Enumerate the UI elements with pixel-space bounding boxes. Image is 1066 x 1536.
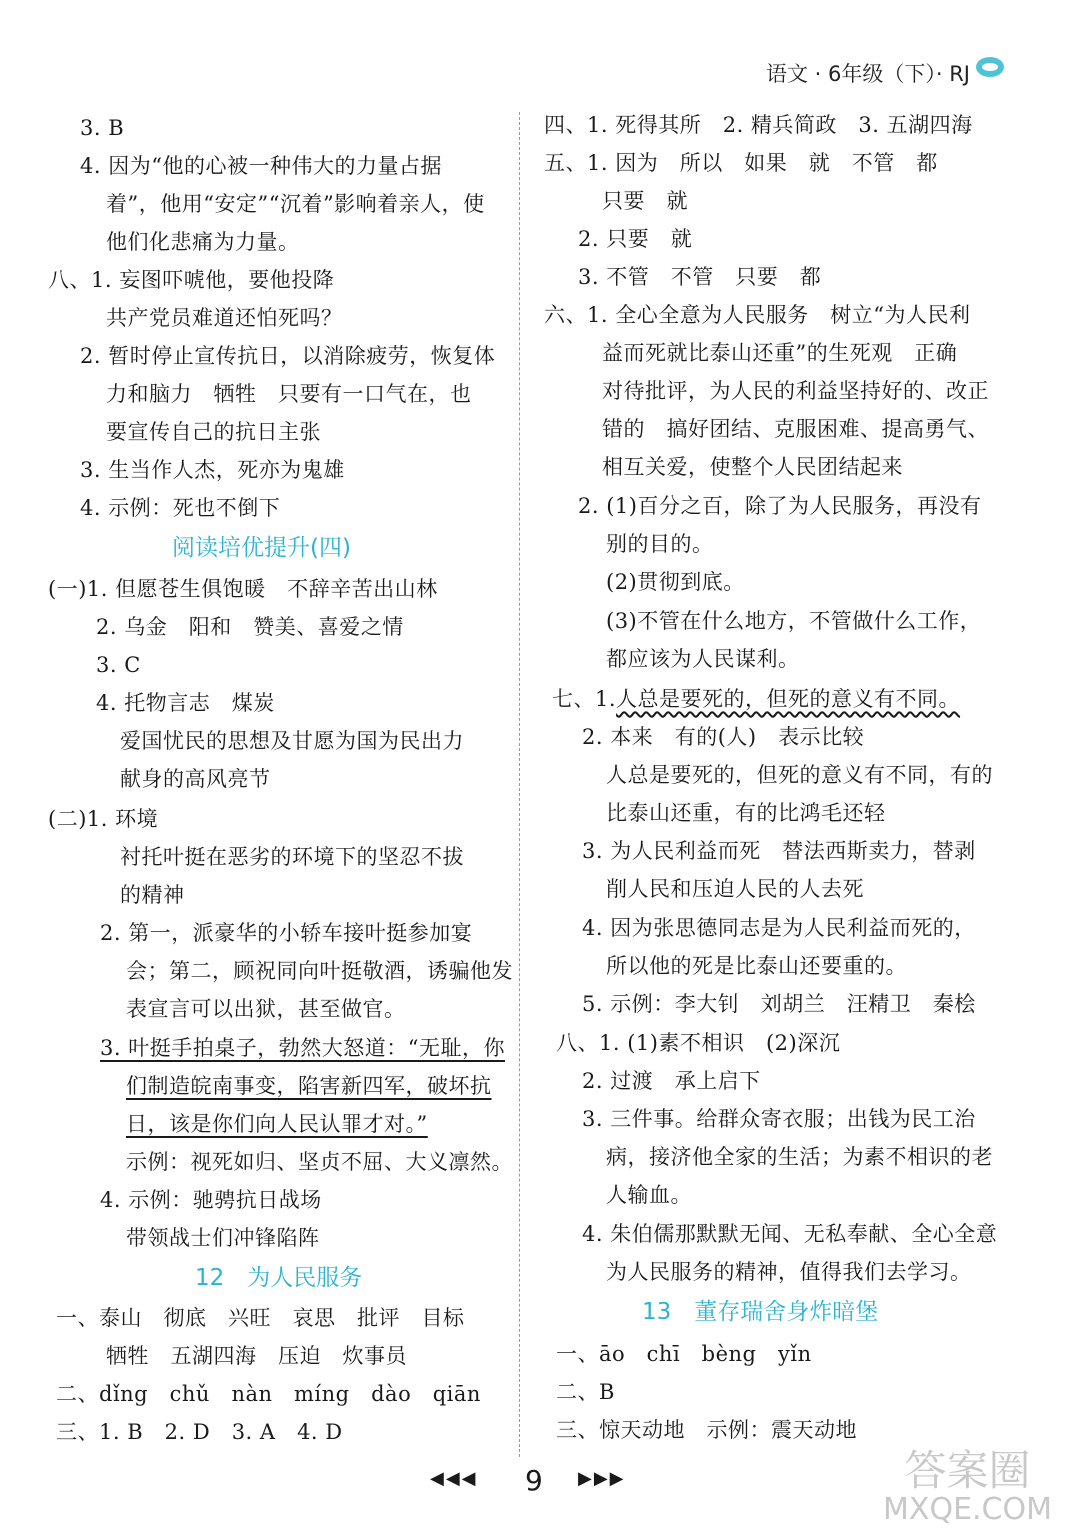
answer-line: 二、B (556, 1380, 615, 1404)
section-title: 13 董存瑞舍身炸暗堡 (642, 1299, 879, 1325)
answer-line: (3)不管在什么地方，不管做什么工作， (606, 609, 982, 633)
answer-line: 所以他的死是比泰山还要重的。 (606, 954, 907, 978)
answer-line: 4. 朱伯儒那默默无闻、无私奉献、全心全意 (582, 1222, 998, 1246)
answer-line: 2. 过渡 承上启下 (582, 1069, 761, 1093)
answer-line: 4. 示例：死也不倒下 (80, 496, 281, 520)
section-title: 12 为人民服务 (195, 1265, 363, 1291)
answer-line: 三、惊天动地 示例：震天动地 (556, 1418, 857, 1442)
answer-line: 衬托叶挺在恶劣的环境下的坚忍不拔 (120, 845, 464, 869)
answer-line: 3. 生当作人杰，死亦为鬼雄 (80, 458, 345, 482)
answer-line: 益而死就比泰山还重”的生死观 正确 (602, 341, 958, 365)
answer-line: 3. B (80, 116, 125, 140)
answer-line: 2. 乌金 阳和 赞美、喜爱之情 (96, 615, 404, 639)
answer-line (552, 684, 960, 714)
answer-line: 一、泰山 彻底 兴旺 哀思 批评 目标 (56, 1306, 465, 1330)
answer-line: 都应该为人民谋利。 (606, 647, 800, 671)
question-number: 七、1. (552, 687, 617, 711)
answer-line: 削人民和压迫人民的人去死 (606, 877, 864, 901)
answer-line: 的精神 (120, 883, 185, 907)
answer-line: 五、1. 因为 所以 如果 就 不管 都 (544, 151, 938, 175)
answer-line: 3. 叶挺手拍桌子，勃然大怒道：“无耻，你 (100, 1036, 505, 1060)
answer-line: 2. 第一，派豪华的小轿车接叶挺参加宴 (100, 921, 473, 945)
watermark-logo (883, 1448, 1052, 1526)
next-page-arrows-icon[interactable]: ▶▶▶ (578, 1468, 626, 1489)
answer-line: 3. 三件事。给群众寄衣服；出钱为民工治 (582, 1107, 976, 1131)
answer-line: 5. 示例：李大钊 刘胡兰 汪精卫 秦桧 (582, 992, 976, 1016)
answer-line: (2)贯彻到底。 (606, 570, 745, 594)
answer-line: 只要 就 (602, 189, 688, 213)
page-number: 9 (525, 1464, 543, 1497)
answer-line: 八、1. 妄图吓唬他，要他投降 (48, 268, 335, 292)
answer-line: 爱国忧民的思想及甘愿为国为民出力 (120, 729, 464, 753)
answer-line: 要宣传自己的抗日主张 (106, 420, 321, 444)
answer-line: (二)1. 环境 (48, 807, 159, 831)
watermark-text: 答案圈 (904, 1446, 1031, 1495)
answer-line: 3. 不管 不管 只要 都 (578, 265, 822, 289)
answer-line: 六、1. 全心全意为人民服务 树立“为人民利 (544, 303, 971, 327)
answer-line: 力和脑力 牺牲 只要有一口气在，也 (106, 382, 472, 406)
answer-line: 2. (1)百分之百，除了为人民服务，再没有 (578, 494, 982, 518)
answer-line: 病，接济他全家的生活；为素不相识的老 (606, 1145, 993, 1169)
answer-line: 4. 托物言志 煤炭 (96, 691, 275, 715)
column-divider (519, 112, 520, 1457)
answer-line: 二、dǐng chǔ nàn míng dào qiān (56, 1382, 481, 1406)
answer-line: 相互关爱，使整个人民团结起来 (602, 455, 903, 479)
answer-line: 三、1. B 2. D 3. A 4. D (56, 1420, 343, 1444)
answer-line: 一、āo chī bèng yǐn (556, 1342, 812, 1366)
header-subject: 语文 · 6年级（下）· RJ (765, 62, 970, 86)
answer-line: 着”，他用“安定”“沉着”影响着亲人，使 (106, 192, 485, 216)
answer-line: 4. 示例：驰骋抗日战场 (100, 1188, 322, 1212)
header-badge-icon (976, 57, 1004, 77)
answer-line: 2. 只要 就 (578, 227, 693, 251)
answer-line: 2. 本来 有的(人) 表示比较 (582, 725, 865, 749)
watermark-url: MXQE.COM (883, 1492, 1052, 1527)
answer-line: 对待批评，为人民的利益坚持好的、改正 (602, 379, 989, 403)
prev-page-arrows-icon[interactable]: ◀◀◀ (430, 1468, 478, 1489)
answer-line: 带领战士们冲锋陷阵 (126, 1226, 320, 1250)
answer-line: 会；第二，顾祝同向叶挺敬酒，诱骗他发 (126, 959, 513, 983)
answer-line: 他们化悲痛为力量。 (106, 230, 300, 254)
answer-line: 错的 搞好团结、克服困难、提高勇气、 (602, 417, 989, 441)
section-title: 阅读培优提升(四) (172, 535, 351, 561)
answer-line: 3. 为人民利益而死 替法西斯卖力，替剥 (582, 839, 976, 863)
highlighted-answer: 人总是要死的，但死的意义有不同。 (616, 687, 961, 711)
answer-line: 为人民服务的精神，值得我们去学习。 (606, 1260, 972, 1284)
answer-line: 八、1. (1)素不相识 (2)深沉 (556, 1031, 841, 1055)
answer-line: 示例：视死如归、坚贞不屈、大义凛然。 (126, 1150, 513, 1174)
answer-line: 表宣言可以出狱，甚至做官。 (126, 997, 406, 1021)
answer-line: (一)1. 但愿苍生俱饱暖 不辞辛苦出山林 (48, 577, 438, 601)
answer-line: 别的目的。 (606, 532, 714, 556)
answer-line: 人总是要死的，但死的意义有不同，有的 (606, 763, 993, 787)
answer-line: 们制造皖南事变，陷害新四军，破坏抗 (126, 1074, 492, 1098)
answer-line: 人输血。 (606, 1183, 692, 1207)
answer-line: 牺牲 五湖四海 压迫 炊事员 (106, 1344, 407, 1368)
answer-line: 3. C (96, 653, 141, 677)
answer-line: 比泰山还重，有的比鸿毛还轻 (606, 801, 886, 825)
answer-line: 四、1. 死得其所 2. 精兵简政 3. 五湖四海 (544, 113, 973, 137)
answer-line: 日，该是你们向人民认罪才对。” (126, 1112, 428, 1136)
answer-line: 献身的高风亮节 (120, 767, 271, 791)
answer-line: 4. 因为张思德同志是为人民利益而死的， (582, 916, 976, 940)
answer-line: 4. 因为“他的心被一种伟大的力量占据 (80, 154, 442, 178)
answer-line: 共产党员难道还怕死吗？ (106, 306, 343, 330)
answer-line: 2. 暂时停止宣传抗日，以消除疲劳，恢复体 (80, 344, 496, 368)
